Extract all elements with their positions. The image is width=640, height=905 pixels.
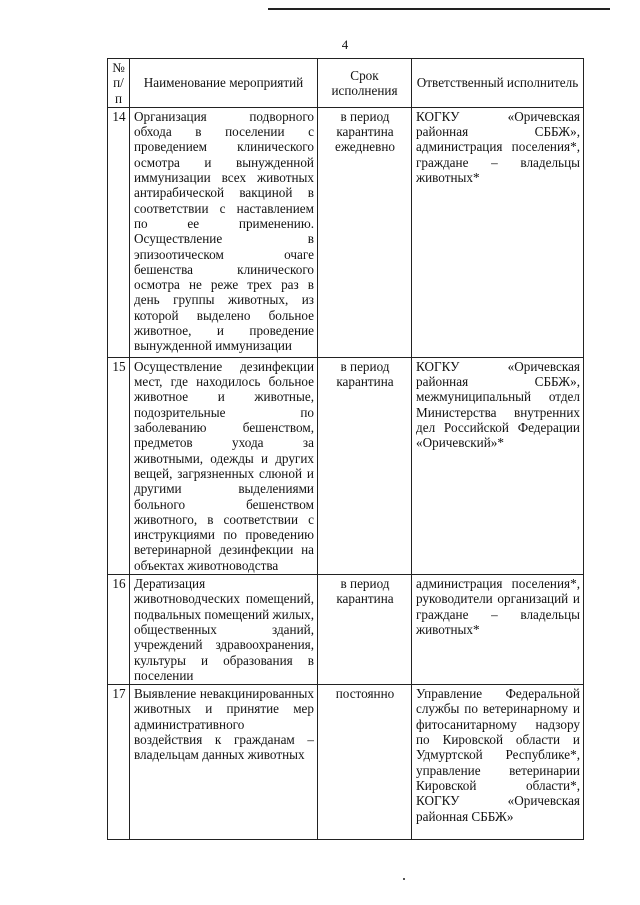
measure-term: в период карантина: [318, 357, 412, 574]
scan-speck: [403, 878, 405, 880]
measure-term: постоянно: [318, 685, 412, 840]
measures-table: [107, 58, 584, 840]
row-number: 17: [108, 685, 130, 840]
measure-name: Осуществление дезинфекции мест, где находилось больное животное и животные, подозрительные по заболеванию бешенством, предметов ухода за животными, одежды и других вещей, загрязненных слюной и другими выделениями больного бешенством животного, в соответствии с инструкциями по проведению ветеринарной дезинфекции на объектах животноводства: [130, 357, 318, 574]
measure-responsible: КОГКУ «Оричевская районная СББЖ», межмуниципальный отдел Министерства внутренних дел Российской Федерации «Оричевский»*: [412, 357, 584, 574]
measure-responsible: Управление Федеральной службы по ветеринарному и фитосанитарному надзору по Кировской области и Удмуртской Республике*, управление ветеринарии Кировской области*, КОГКУ «Оричевская районная СББЖ»: [412, 685, 584, 840]
top-rule: [268, 8, 610, 10]
measure-name: Выявление невакцинированных животных и принятие мер административного воздействия к гражданам – владельцам данных животных: [130, 685, 318, 840]
row-number: 16: [108, 575, 130, 685]
table-header-row: [108, 59, 584, 108]
measure-term: в период карантина ежедневно: [318, 107, 412, 357]
table-row: [108, 357, 584, 574]
measure-name: Дератизация животноводческих помещений, подвальных помещений жилых, общественных зданий, учреждений здравоохранения, культуры и образования в поселении: [130, 575, 318, 685]
table-row: [108, 107, 584, 357]
row-number: 14: [108, 107, 130, 357]
page-number: 4: [341, 37, 349, 52]
header-responsible: Ответственный исполнитель: [412, 59, 584, 108]
measure-term: в период карантина: [318, 575, 412, 685]
header-name: Наименование мероприятий: [130, 59, 318, 108]
measure-responsible: КОГКУ «Оричевская районная СББЖ», администрация поселения*, граждане – владельцы животных*: [412, 107, 584, 357]
table-row: [108, 575, 584, 685]
row-number: 15: [108, 357, 130, 574]
header-num: № п/п: [108, 59, 130, 108]
header-term: Срок исполнения: [318, 59, 412, 108]
measure-responsible: администрация поселения*, руководители организаций и граждане – владельцы животных*: [412, 575, 584, 685]
table-row: [108, 685, 584, 840]
measure-name: Организация подворного обхода в поселении с проведением клинического осмотра и вынужденной иммунизации всех животных антирабической вакциной в соответствии с наставлением по ее применению. Осуществление в эпизоотическом очаге бешенства клинического осмотра не реже трех раз в день группы животных, из которой выделено больное животное, и проведение вынужденной иммунизации: [130, 107, 318, 357]
